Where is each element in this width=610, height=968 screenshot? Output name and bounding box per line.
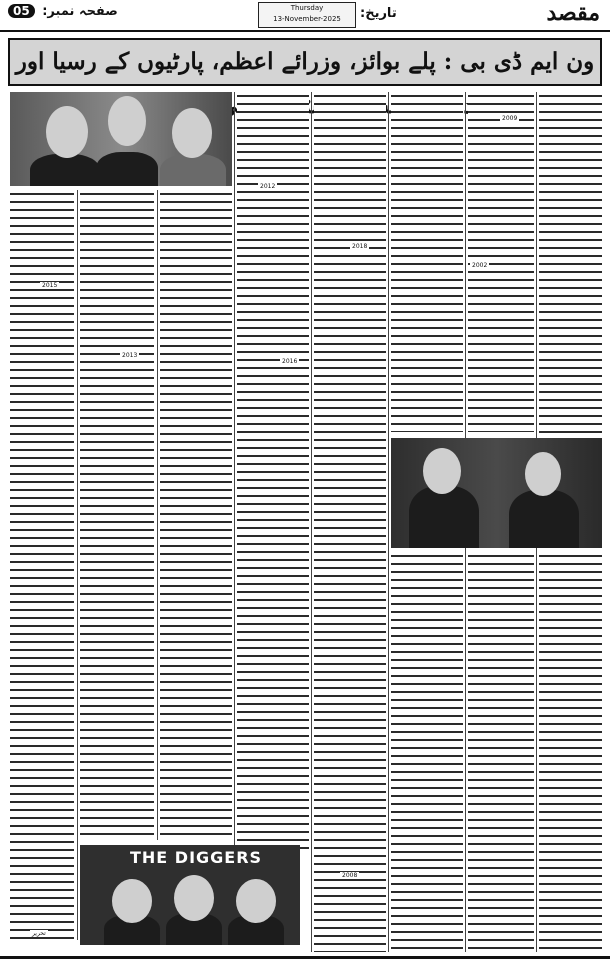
newspaper-logo: مقصد xyxy=(546,0,600,26)
photo-caption: THE DIGGERS xyxy=(130,848,263,867)
person-face xyxy=(108,96,146,146)
byline: تحریر xyxy=(32,930,46,937)
person-face xyxy=(525,452,561,496)
person-suit xyxy=(409,486,479,548)
page-number-label: صفحہ نمبر: xyxy=(42,4,118,19)
year-kicker: 2008 xyxy=(342,872,358,879)
column-rule xyxy=(388,92,389,952)
text-column-5 xyxy=(314,92,386,952)
text-column-3 xyxy=(160,190,232,840)
text-column-6 xyxy=(391,92,463,432)
person-face xyxy=(174,875,214,921)
person-face xyxy=(46,106,88,158)
page-bottom-rule xyxy=(0,956,610,959)
text-column-11 xyxy=(539,552,602,952)
date-label: تاریخ: xyxy=(360,6,397,21)
masthead-rule xyxy=(0,30,610,32)
person-suit xyxy=(30,154,100,186)
person-suit xyxy=(96,152,158,186)
year-kicker: 2013 xyxy=(122,352,138,359)
date-box xyxy=(258,2,356,28)
person-suit xyxy=(160,154,226,186)
text-column-10 xyxy=(468,552,534,952)
year-kicker: 2009 xyxy=(502,115,518,122)
photo-two-men-shaking-hands xyxy=(391,438,602,548)
date: 13-November-2025 xyxy=(273,15,341,23)
masthead xyxy=(0,0,610,30)
year-kicker: 2016 xyxy=(282,358,298,365)
text-column-9 xyxy=(391,552,463,952)
photo-the-diggers xyxy=(80,845,300,945)
text-column-1 xyxy=(10,190,74,940)
person-suit xyxy=(509,490,579,548)
person-face xyxy=(112,879,152,923)
column-rule xyxy=(157,190,158,840)
year-kicker: 2012 xyxy=(260,183,276,190)
weekday: Thursday xyxy=(290,4,324,12)
page-number xyxy=(8,4,118,19)
photo-three-people xyxy=(10,92,232,186)
text-column-2 xyxy=(80,190,154,840)
page-number-value: 05 xyxy=(8,4,35,18)
column-rule xyxy=(234,92,235,852)
person-face xyxy=(236,879,276,923)
year-kicker: 2002 xyxy=(472,262,488,269)
headline: ون ایم ڈی بی : پلے بوائز، وزرائے اعظم، پارٹیوں کے رسیا اور سب xyxy=(15,48,595,119)
person-face xyxy=(423,448,461,494)
year-kicker: 2015 xyxy=(42,282,58,289)
text-column-4 xyxy=(237,92,309,852)
column-rule xyxy=(311,92,312,952)
column-rule xyxy=(77,190,78,940)
year-kicker: 2018 xyxy=(352,243,368,250)
person-face xyxy=(172,108,212,158)
